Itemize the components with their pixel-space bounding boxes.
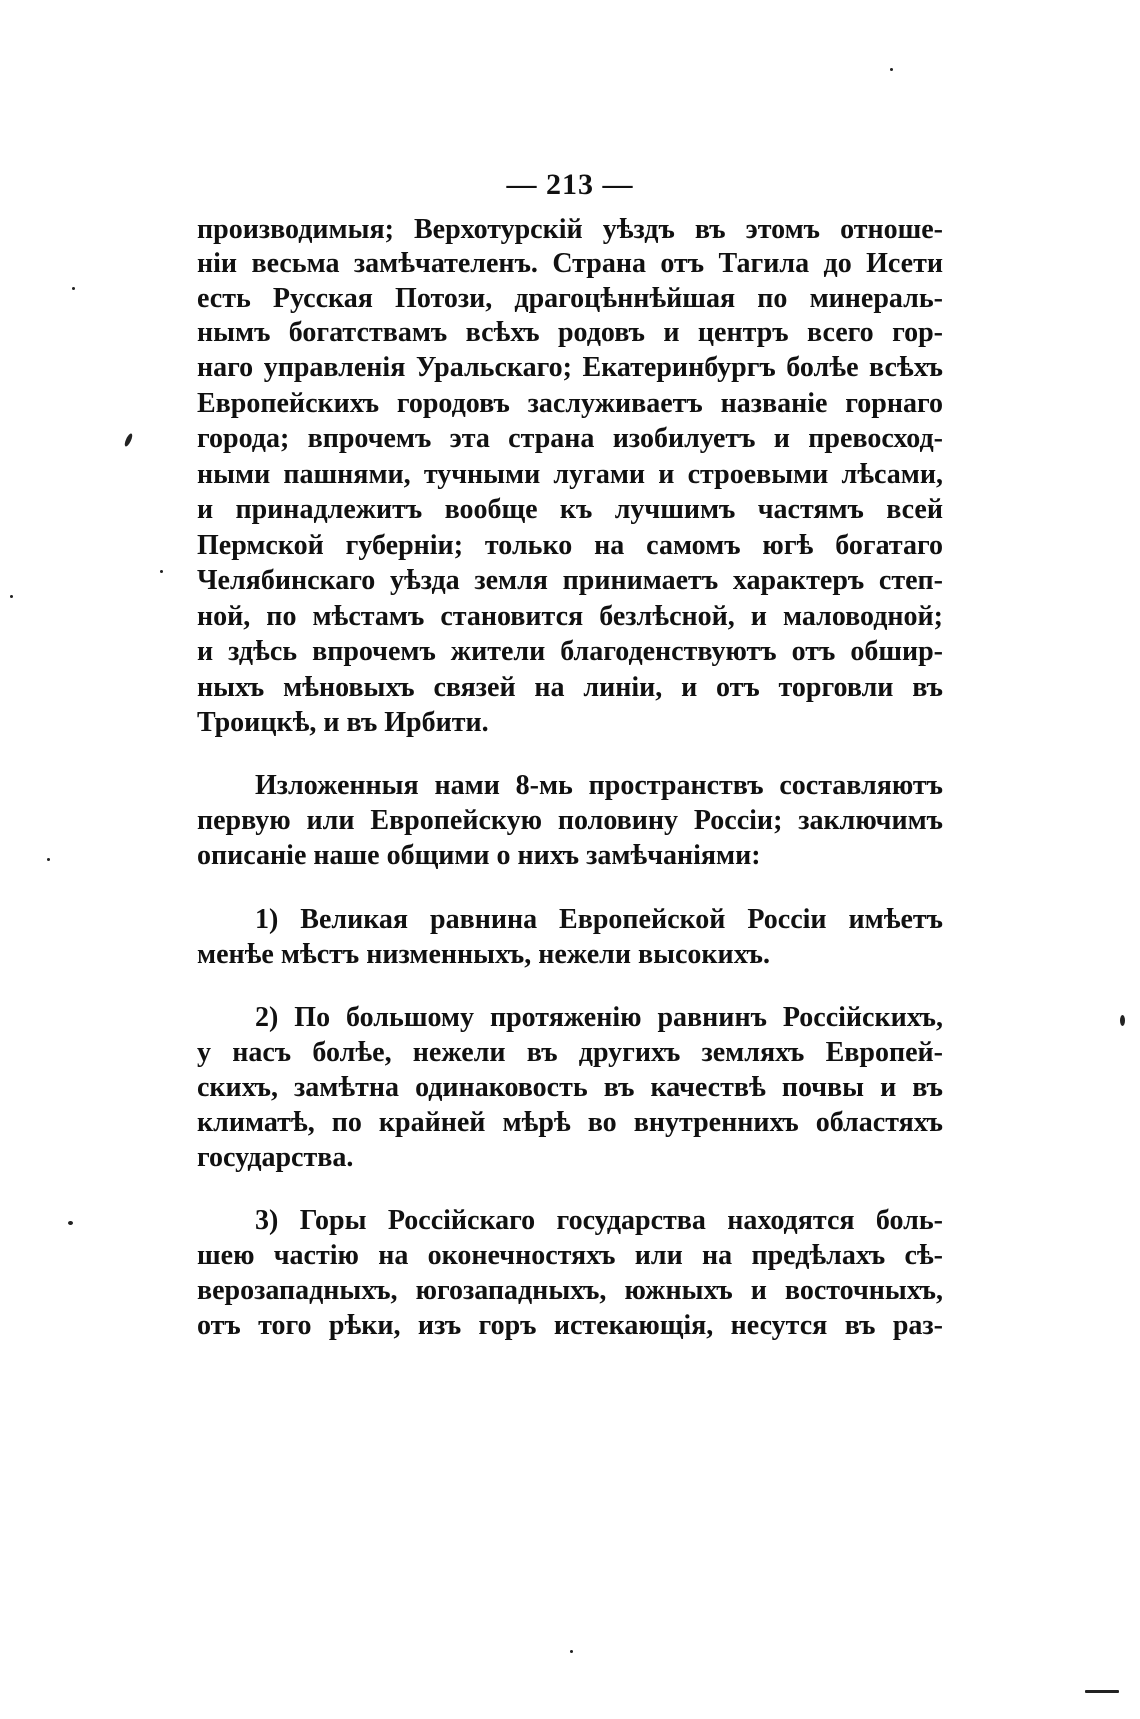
text-line: верозападныхъ, югозападныхъ, южныхъ и восточныхъ,	[197, 1275, 943, 1306]
text-line: нымъ богатствамъ всѣхъ родовъ и центръ всего гор-	[197, 317, 943, 348]
scan-speck	[72, 287, 75, 290]
text-line: первую или Европейскую половину Россіи; заключимъ	[197, 805, 943, 836]
text-line: скихъ, замѣтна одинаковость въ качествѣ почвы и въ	[197, 1072, 943, 1103]
page-number: — 213 —	[506, 168, 634, 201]
text-line: описаніе наше общими о нихъ замѣчаніями:	[197, 840, 761, 871]
scan-speck	[570, 1650, 573, 1653]
text-line: ными пашнями, тучными лугами и строевыми лѣсами,	[197, 459, 943, 490]
scan-speck	[160, 570, 163, 573]
text-line: климатѣ, по крайней мѣрѣ во внутреннихъ областяхъ	[197, 1107, 943, 1138]
text-line: Изложенныя нами 8-мь пространствъ составляютъ	[255, 770, 943, 801]
text-line: государства.	[197, 1142, 354, 1173]
text-line: менѣе мѣстъ низменныхъ, нежели высокихъ.	[197, 939, 770, 970]
scan-speck	[890, 68, 893, 71]
scan-speck	[68, 1221, 73, 1225]
scan-speck	[47, 858, 50, 861]
text-line: ніи весьма замѣчателенъ. Страна отъ Тагила до Исети	[197, 248, 943, 279]
text-line: Троицкѣ, и въ Ирбити.	[197, 707, 489, 738]
text-line: у насъ болѣе, нежели въ другихъ земляхъ Европей-	[197, 1037, 943, 1068]
text-line: 2) По большому протяженію равнинъ Россійскихъ,	[255, 1002, 943, 1033]
text-line: шею частію на оконечностяхъ или на предѣлахъ сѣ-	[197, 1240, 943, 1271]
text-line: Челябинскаго уѣзда земля принимаетъ характеръ степ-	[197, 565, 943, 596]
text-line: и здѣсь впрочемъ жители благоденствуютъ отъ обшир-	[197, 636, 943, 667]
text-line: 1) Великая равнина Европейской Россіи имѣетъ	[255, 904, 943, 935]
scan-speck	[123, 433, 133, 448]
text-line: производимыя; Верхотурскій уѣздъ въ этомъ отноше-	[197, 214, 943, 245]
text-line: есть Русская Потози, драгоцѣннѣйшая по минераль-	[197, 283, 943, 314]
text-line: Европейскихъ городовъ заслуживаетъ названіе горнаго	[197, 388, 943, 419]
scan-speck	[1085, 1690, 1119, 1693]
text-line: Пермской губерніи; только на самомъ югѣ богатаго	[197, 530, 943, 561]
text-line: ной, по мѣстамъ становится безлѣсной, и маловодной;	[197, 601, 943, 632]
scan-speck	[10, 595, 13, 598]
text-line: 3) Горы Россійскаго государства находятся боль-	[255, 1205, 943, 1236]
scan-speck	[1120, 1015, 1125, 1026]
text-line: города; впрочемъ эта страна изобилуетъ и превосход-	[197, 423, 943, 454]
text-line: наго управленія Уральскаго; Екатеринбургъ болѣе всѣхъ	[197, 352, 943, 383]
text-line: отъ того рѣки, изъ горъ истекающія, несутся въ раз-	[197, 1310, 943, 1341]
text-line: и принадлежитъ вообще къ лучшимъ частямъ всей	[197, 494, 943, 525]
text-line: ныхъ мѣновыхъ связей на линіи, и отъ торговли въ	[197, 672, 943, 703]
